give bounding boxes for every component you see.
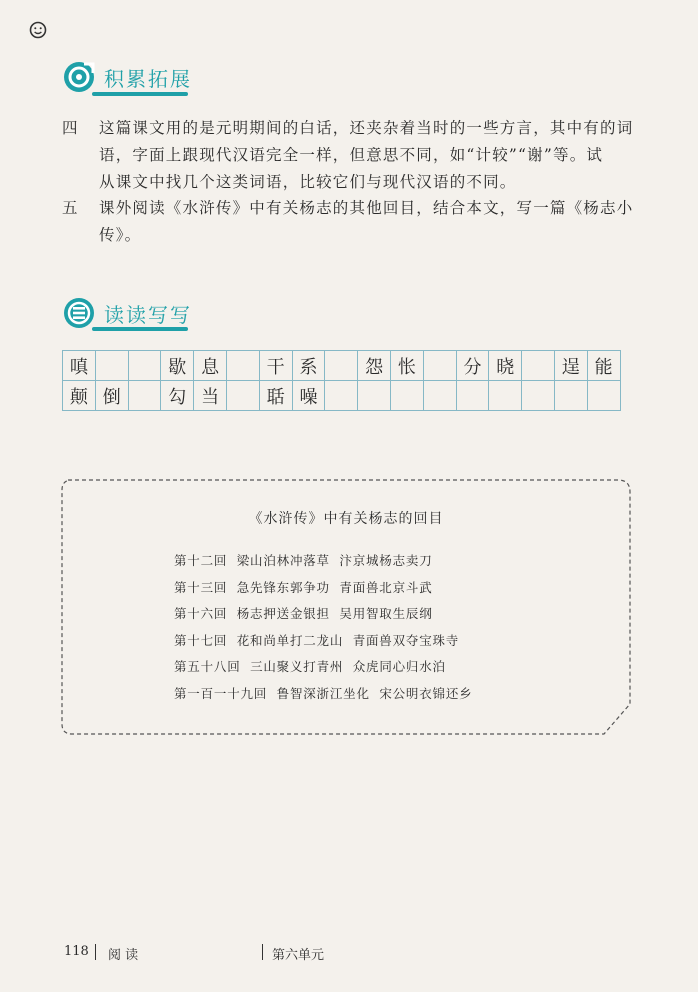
grid-cell bbox=[554, 381, 587, 411]
chapter-number: 第十二回 bbox=[174, 553, 228, 568]
grid-cell bbox=[226, 381, 259, 411]
grid-cell: 歇 bbox=[161, 351, 194, 381]
chapter-item bbox=[174, 548, 472, 575]
grid-cell: 颠 bbox=[63, 381, 96, 411]
chapter-line-a: 花和尚单打二龙山 bbox=[236, 632, 344, 648]
grid-cell bbox=[325, 381, 358, 411]
chapter-item bbox=[174, 628, 472, 655]
grid-cell: 系 bbox=[292, 351, 325, 381]
footer-left-label: 阅 读 bbox=[108, 948, 139, 963]
grid-cell: 嗔 bbox=[63, 351, 96, 381]
question-number: 五 bbox=[62, 199, 79, 217]
footer-divider bbox=[262, 944, 263, 960]
chapter-line-b: 青面兽双夺宝珠寺 bbox=[352, 632, 460, 648]
question-number: 四 bbox=[62, 119, 79, 137]
grid-cell: 晓 bbox=[489, 351, 522, 381]
grid-cell: 干 bbox=[259, 351, 292, 381]
chapter-item bbox=[174, 575, 472, 602]
grid-cell: 息 bbox=[194, 351, 227, 381]
grid-cell: 勾 bbox=[161, 381, 194, 411]
chapter-line-b: 青面兽北京斗武 bbox=[339, 579, 433, 595]
chapter-line-b: 宋公明衣锦还乡 bbox=[379, 685, 473, 701]
question-line: 这篇课文用的是元明期间的白话，还夹杂着当时的一些方言，其中有的词 bbox=[99, 119, 634, 137]
chapter-list bbox=[174, 548, 472, 707]
chapter-line-a: 鲁智深浙江坐化 bbox=[276, 685, 370, 701]
chapter-line-a: 三山聚义打青州 bbox=[250, 659, 344, 674]
refresh-target-icon bbox=[62, 60, 96, 94]
section-header-readwrite bbox=[62, 296, 192, 330]
box-title: 《水浒传》中有关杨志的回目 bbox=[248, 511, 444, 527]
chapter-line-b: 吴用智取生辰纲 bbox=[339, 606, 433, 621]
chapter-line-b: 汴京城杨志卖刀 bbox=[339, 553, 433, 568]
grid-cell bbox=[226, 351, 259, 381]
grid-cell: 分 bbox=[456, 351, 489, 381]
question-line: 传》。 bbox=[99, 226, 142, 244]
vocab-grid bbox=[62, 350, 621, 411]
section-title: 积累拓展 bbox=[104, 66, 192, 91]
footer-divider bbox=[95, 944, 96, 960]
chapter-number: 第十七回 bbox=[174, 632, 228, 648]
grid-cell bbox=[128, 351, 161, 381]
section-underline bbox=[92, 327, 188, 331]
section-underline bbox=[92, 92, 188, 96]
grid-cell bbox=[390, 381, 423, 411]
grid-cell: 能 bbox=[587, 351, 620, 381]
grid-cell bbox=[522, 351, 555, 381]
section-title: 读读写写 bbox=[104, 302, 192, 327]
smiley-icon bbox=[29, 21, 47, 39]
grid-cell bbox=[423, 381, 456, 411]
grid-cell bbox=[358, 381, 391, 411]
chapter-item bbox=[174, 654, 472, 681]
question-5 bbox=[62, 195, 652, 249]
grid-cell: 怅 bbox=[390, 351, 423, 381]
question-line: 课外阅读《水浒传》中有关杨志的其他回目，结合本文，写一篇《杨志小 bbox=[99, 199, 634, 217]
grid-row bbox=[63, 351, 621, 381]
chapter-line-a: 杨志押送金银担 bbox=[236, 606, 330, 621]
question-4 bbox=[62, 115, 652, 196]
grid-cell bbox=[325, 351, 358, 381]
section-header-accumulate bbox=[62, 60, 192, 94]
grid-cell: 怨 bbox=[358, 351, 391, 381]
grid-cell bbox=[456, 381, 489, 411]
grid-cell: 聒 bbox=[259, 381, 292, 411]
grid-cell: 逞 bbox=[554, 351, 587, 381]
chapter-item bbox=[174, 601, 472, 628]
footer-right-label: 第六单元 bbox=[272, 948, 325, 963]
chapter-item bbox=[174, 681, 472, 708]
chapter-number: 第五十八回 bbox=[174, 659, 241, 674]
chapter-line-b: 众虎同心归水泊 bbox=[352, 659, 446, 674]
chapter-box bbox=[58, 476, 634, 738]
grid-cell bbox=[128, 381, 161, 411]
chapter-line-a: 梁山泊林冲落草 bbox=[236, 553, 330, 568]
chapter-number: 第十三回 bbox=[174, 579, 228, 595]
grid-row bbox=[63, 381, 621, 411]
question-line: 语，字面上跟现代汉语完全一样，但意思不同，如“计较”“谢”等。试 bbox=[99, 146, 604, 164]
list-lines-icon bbox=[62, 296, 96, 330]
chapter-number: 第一百一十九回 bbox=[174, 685, 268, 701]
grid-cell bbox=[587, 381, 620, 411]
grid-cell: 噪 bbox=[292, 381, 325, 411]
chapter-number: 第十六回 bbox=[174, 606, 228, 621]
grid-cell bbox=[423, 351, 456, 381]
question-line: 从课文中找几个这类词语，比较它们与现代汉语的不同。 bbox=[99, 173, 517, 191]
grid-cell bbox=[489, 381, 522, 411]
grid-cell: 当 bbox=[194, 381, 227, 411]
chapter-line-a: 急先锋东郭争功 bbox=[236, 579, 330, 595]
grid-cell bbox=[95, 351, 128, 381]
grid-cell: 倒 bbox=[95, 381, 128, 411]
page-number: 118 bbox=[64, 944, 89, 959]
grid-cell bbox=[522, 381, 555, 411]
